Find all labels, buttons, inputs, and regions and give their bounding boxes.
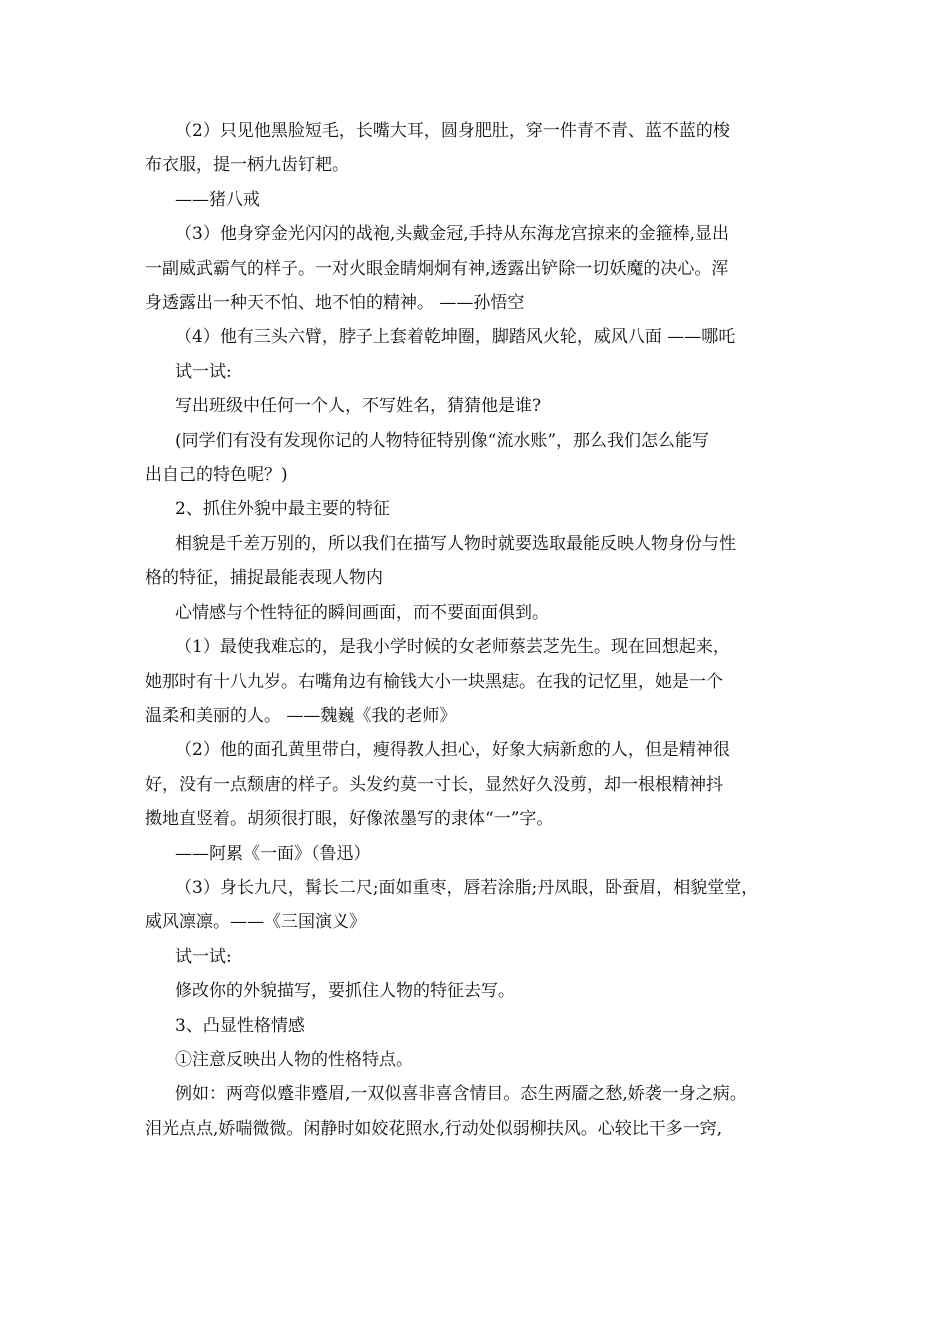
text-line: (同学们有没有发现你记的人物特征特别像“流水账”，那么我们怎么能写 [175, 430, 710, 451]
text-line: 威风凛凛。——《三国演义》 [145, 912, 366, 933]
document-body [145, 114, 810, 1146]
text-line: 一副威武霸气的样子。一对火眼金睛炯炯有神,透露出铲除一切妖魔的决心。浑 [145, 258, 729, 279]
exercise-heading: 试一试: [175, 946, 232, 967]
attribution-line: ——猪八戒 [175, 189, 260, 210]
text-line: 格的特征，捕捉最能表现人物内 [145, 568, 383, 589]
text-line: 好，没有一点颓唐的样子。头发约莫一寸长，显然好久没剪，却一根根精神抖 [145, 774, 723, 795]
text-line: 出自己的特色呢？) [145, 465, 288, 486]
text-line: 心情感与个性特征的瞬间画面，而不要面面俱到。 [175, 602, 549, 623]
text-line: （2）只见他黑脸短毛，长嘴大耳，圆身肥肚，穿一件青不青、蓝不蓝的梭 [175, 121, 730, 141]
text-line: 相貌是千差万别的，所以我们在描写人物时就要选取最能反映人物身份与性 [175, 533, 736, 554]
text-line: 泪光点点,娇喘微微。闲静时如姣花照水,行动处似弱柳扶风。心较比干多一窍, [145, 1118, 723, 1139]
text-line: （2）他的面孔黄里带白，瘦得教人担心，好象大病新愈的人，但是精神很 [175, 740, 730, 761]
attribution-line: ——阿累《一面》（鲁迅） [175, 843, 371, 864]
text-line: （3）身长九尺，髯长二尺;面如重枣，唇若涂脂;丹凤眼，卧蚕眉，相貌堂堂， [175, 877, 759, 898]
exercise-heading: 试一试: [175, 361, 232, 382]
text-line: （1）最使我难忘的，是我小学时候的女老师蔡芸芝先生。现在回想起来， [175, 637, 730, 658]
text-line: 修改你的外貌描写，要抓住人物的特征去写。 [175, 981, 515, 1002]
text-line: 布衣服，提一柄九齿钉耙。 [145, 155, 349, 176]
text-line: ①注意反映出人物的性格特点。 [175, 1049, 413, 1070]
section-heading: 3、凸显性格情感 [175, 1015, 305, 1036]
text-line: 身透露出一种天不怕、地不怕的精神。 ——孙悟空 [145, 293, 525, 314]
text-line: 温柔和美丽的人。 ——魏巍《我的老师》 [145, 705, 457, 726]
text-line: 擞地直竖着。胡须很打眼，好像浓墨写的隶体“一”字。 [145, 809, 554, 830]
text-line: 她那时有十八九岁。右嘴角边有榆钱大小一块黑痣。在我的记忆里，她是一个 [145, 671, 723, 692]
text-line: 例如：两弯似蹙非蹙眉,一双似喜非喜含情目。态生两靥之愁,娇袭一身之病。 [175, 1084, 747, 1105]
section-heading: 2、抓住外貌中最主要的特征 [175, 499, 390, 520]
text-line: 写出班级中任何一个人，不写姓名，猜猜他是谁? [175, 396, 542, 417]
text-line: （4）他有三头六臂，脖子上套着乾坤圈，脚踏风火轮，威风八面 ——哪吒 [175, 327, 736, 348]
text-line: （3）他身穿金光闪闪的战袍,头戴金冠,手持从东海龙宫掠来的金箍棒,显出 [175, 224, 730, 245]
